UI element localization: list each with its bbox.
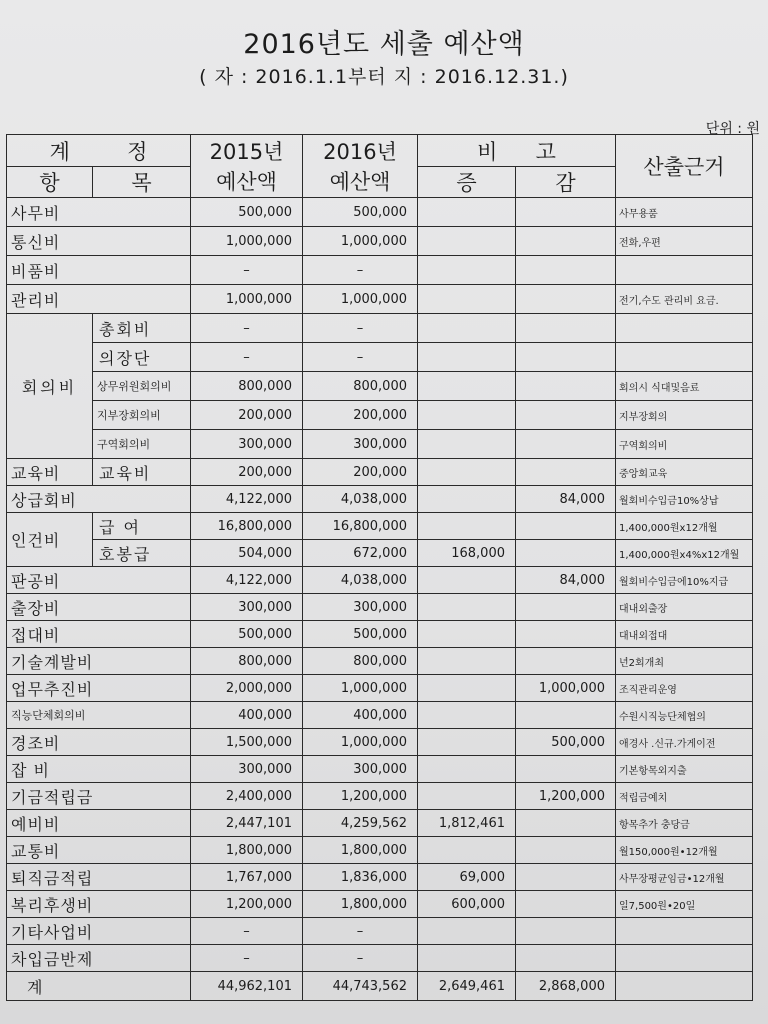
row-increase: [418, 401, 516, 430]
header-basis: 산출근거: [616, 135, 753, 198]
row-item: 상급회비: [7, 486, 191, 513]
row-increase: [418, 702, 516, 729]
table-row: [7, 621, 753, 648]
total-label: 계: [7, 972, 191, 1001]
row-budget-2015: –: [191, 918, 303, 945]
table-row: [7, 198, 753, 227]
total-basis: [616, 972, 753, 1001]
row-budget-2015: 4,122,000: [191, 486, 303, 513]
row-budget-2015: 1,000,000: [191, 227, 303, 256]
row-item: 직능단체회의비: [7, 702, 191, 729]
row-decrease: [516, 430, 616, 459]
table-row: [7, 918, 753, 945]
row-budget-2016: 500,000: [303, 198, 418, 227]
row-budget-2016: 400,000: [303, 702, 418, 729]
row-increase: [418, 513, 516, 540]
table-row: [7, 513, 753, 540]
row-budget-2016: 4,038,000: [303, 486, 418, 513]
row-decrease: [516, 372, 616, 401]
row-budget-2016: 1,800,000: [303, 837, 418, 864]
header-budget-2016: 2016년 예산액: [303, 135, 418, 198]
row-decrease: [516, 459, 616, 486]
row-item: 출장비: [7, 594, 191, 621]
row-item: 교육비: [7, 459, 93, 486]
row-budget-2015: 300,000: [191, 594, 303, 621]
row-subitem: 호봉급: [93, 540, 191, 567]
total-increase: 2,649,461: [418, 972, 516, 1001]
row-item: 퇴직금적립: [7, 864, 191, 891]
row-increase: [418, 430, 516, 459]
header-decrease: 감: [516, 167, 616, 198]
row-budget-2015: –: [191, 256, 303, 285]
row-increase: [418, 198, 516, 227]
row-increase: [418, 918, 516, 945]
row-item: 접대비: [7, 621, 191, 648]
row-item: 통신비: [7, 227, 191, 256]
row-item: 기금적립금: [7, 783, 191, 810]
header-item: 항: [7, 167, 93, 198]
row-basis: [616, 343, 753, 372]
row-decrease: [516, 285, 616, 314]
row-budget-2016: 800,000: [303, 372, 418, 401]
table-row: [7, 401, 753, 430]
row-budget-2016: 200,000: [303, 459, 418, 486]
row-increase: [418, 486, 516, 513]
row-budget-2016: –: [303, 314, 418, 343]
row-budget-2015: 200,000: [191, 401, 303, 430]
row-decrease: [516, 343, 616, 372]
table-row: [7, 372, 753, 401]
table-row: [7, 837, 753, 864]
row-budget-2015: 2,000,000: [191, 675, 303, 702]
row-budget-2015: 500,000: [191, 621, 303, 648]
total-row: [7, 972, 753, 1001]
row-increase: [418, 256, 516, 285]
row-budget-2016: 200,000: [303, 401, 418, 430]
table-row: [7, 783, 753, 810]
table-row: [7, 702, 753, 729]
table-row: [7, 648, 753, 675]
table-row: [7, 430, 753, 459]
row-basis: 월150,000원•12개월: [616, 837, 753, 864]
row-decrease: [516, 198, 616, 227]
row-increase: [418, 621, 516, 648]
row-budget-2015: 400,000: [191, 702, 303, 729]
row-basis: 년2회개최: [616, 648, 753, 675]
header-remarks: 비 고: [418, 135, 616, 167]
table-row: [7, 594, 753, 621]
budget-table: [6, 134, 753, 1001]
row-budget-2016: 1,800,000: [303, 891, 418, 918]
row-increase: [418, 314, 516, 343]
row-subitem: 구역회의비: [93, 430, 191, 459]
row-basis: 구역회의비: [616, 430, 753, 459]
row-basis: 대내외출장: [616, 594, 753, 621]
table-row: [7, 227, 753, 256]
row-item: 관리비: [7, 285, 191, 314]
row-subitem: 교육비: [93, 459, 191, 486]
table-row: [7, 459, 753, 486]
row-budget-2016: –: [303, 343, 418, 372]
row-basis: 대내외접대: [616, 621, 753, 648]
row-budget-2015: 800,000: [191, 372, 303, 401]
row-basis: 일7,500원•20일: [616, 891, 753, 918]
row-budget-2015: 500,000: [191, 198, 303, 227]
row-budget-2015: 2,400,000: [191, 783, 303, 810]
row-budget-2015: 800,000: [191, 648, 303, 675]
row-item: 비품비: [7, 256, 191, 285]
row-decrease: 1,200,000: [516, 783, 616, 810]
row-budget-2015: 1,800,000: [191, 837, 303, 864]
row-increase: 1,812,461: [418, 810, 516, 837]
row-decrease: [516, 702, 616, 729]
table-row: [7, 343, 753, 372]
row-decrease: [516, 227, 616, 256]
row-decrease: [516, 756, 616, 783]
row-decrease: [516, 401, 616, 430]
header-budget-2015: 2015년 예산액: [191, 135, 303, 198]
row-budget-2015: –: [191, 945, 303, 972]
row-budget-2016: –: [303, 256, 418, 285]
row-basis: [616, 945, 753, 972]
row-budget-2016: 16,800,000: [303, 513, 418, 540]
row-decrease: [516, 810, 616, 837]
total-budget-2015: 44,962,101: [191, 972, 303, 1001]
row-budget-2016: 500,000: [303, 621, 418, 648]
row-increase: [418, 285, 516, 314]
row-budget-2016: 1,000,000: [303, 675, 418, 702]
table-row: [7, 540, 753, 567]
row-basis: [616, 256, 753, 285]
row-budget-2015: 1,000,000: [191, 285, 303, 314]
table-row: [7, 567, 753, 594]
row-subitem: 상무위원회의비: [93, 372, 191, 401]
row-decrease: [516, 891, 616, 918]
row-budget-2016: –: [303, 945, 418, 972]
row-budget-2016: 800,000: [303, 648, 418, 675]
table-row: [7, 314, 753, 343]
row-decrease: [516, 594, 616, 621]
row-budget-2016: 4,038,000: [303, 567, 418, 594]
row-decrease: [516, 513, 616, 540]
row-basis: 수원시직능단체협의: [616, 702, 753, 729]
row-basis: 애경사 .신규.가게이전: [616, 729, 753, 756]
row-budget-2016: 1,000,000: [303, 227, 418, 256]
row-budget-2016: 300,000: [303, 430, 418, 459]
row-increase: [418, 675, 516, 702]
row-budget-2015: –: [191, 314, 303, 343]
row-decrease: [516, 918, 616, 945]
row-increase: [418, 343, 516, 372]
row-basis: 월회비수입금10%상납: [616, 486, 753, 513]
header-increase: 증: [418, 167, 516, 198]
row-item: 교통비: [7, 837, 191, 864]
row-item: 잡 비: [7, 756, 191, 783]
row-budget-2015: –: [191, 343, 303, 372]
row-increase: 69,000: [418, 864, 516, 891]
row-decrease: 500,000: [516, 729, 616, 756]
row-decrease: [516, 837, 616, 864]
row-increase: [418, 837, 516, 864]
row-budget-2015: 300,000: [191, 756, 303, 783]
row-basis: 1,400,000원x12개월: [616, 513, 753, 540]
row-item: 복리후생비: [7, 891, 191, 918]
row-basis: [616, 314, 753, 343]
row-increase: [418, 783, 516, 810]
row-budget-2015: 2,447,101: [191, 810, 303, 837]
row-decrease: [516, 621, 616, 648]
row-item: 경조비: [7, 729, 191, 756]
row-item: 기타사업비: [7, 918, 191, 945]
row-basis: 1,400,000원x4%x12개월: [616, 540, 753, 567]
group-meeting: 회의비: [7, 314, 93, 459]
row-basis: 항목추가 충당금: [616, 810, 753, 837]
header-account-top: 계 정: [7, 135, 191, 167]
row-item: 예비비: [7, 810, 191, 837]
row-basis: 회의시 식대및음료: [616, 372, 753, 401]
row-basis: 조직관리운영: [616, 675, 753, 702]
table-row: [7, 256, 753, 285]
row-increase: 600,000: [418, 891, 516, 918]
row-decrease: 84,000: [516, 486, 616, 513]
row-basis: 지부장회의: [616, 401, 753, 430]
row-decrease: [516, 256, 616, 285]
table-row: [7, 729, 753, 756]
row-budget-2016: 672,000: [303, 540, 418, 567]
row-item: 기술계발비: [7, 648, 191, 675]
table-row: [7, 810, 753, 837]
row-basis: 적립금예치: [616, 783, 753, 810]
row-item: 차입금반제: [7, 945, 191, 972]
row-budget-2016: 1,000,000: [303, 285, 418, 314]
table-row: [7, 675, 753, 702]
row-basis: 사무용품: [616, 198, 753, 227]
row-budget-2015: 16,800,000: [191, 513, 303, 540]
row-budget-2016: –: [303, 918, 418, 945]
group-personnel: 인건비: [7, 513, 93, 567]
row-increase: 168,000: [418, 540, 516, 567]
row-subitem: 총회비: [93, 314, 191, 343]
table-row: [7, 945, 753, 972]
row-decrease: 84,000: [516, 567, 616, 594]
row-decrease: [516, 314, 616, 343]
row-basis: 전기,수도 관리비 요금.: [616, 285, 753, 314]
row-basis: 중앙회교육: [616, 459, 753, 486]
row-subitem: 급 여: [93, 513, 191, 540]
row-budget-2015: 504,000: [191, 540, 303, 567]
unit-note: 단위 : 원: [705, 121, 760, 137]
page-title: 2016년도 세출 예산액: [243, 29, 525, 60]
row-decrease: [516, 540, 616, 567]
row-basis: 전화,우편: [616, 227, 753, 256]
table-row: [7, 285, 753, 314]
row-budget-2016: 4,259,562: [303, 810, 418, 837]
row-item: 사무비: [7, 198, 191, 227]
table-row: [7, 864, 753, 891]
row-budget-2016: 1,836,000: [303, 864, 418, 891]
row-basis: [616, 918, 753, 945]
row-budget-2015: 200,000: [191, 459, 303, 486]
row-increase: [418, 459, 516, 486]
table-row: [7, 891, 753, 918]
row-increase: [418, 227, 516, 256]
table-row: [7, 756, 753, 783]
row-decrease: [516, 945, 616, 972]
row-decrease: 1,000,000: [516, 675, 616, 702]
row-budget-2015: 1,767,000: [191, 864, 303, 891]
total-budget-2016: 44,743,562: [303, 972, 418, 1001]
row-budget-2015: 1,500,000: [191, 729, 303, 756]
row-increase: [418, 756, 516, 783]
row-budget-2015: 300,000: [191, 430, 303, 459]
row-item: 판공비: [7, 567, 191, 594]
row-subitem: 의장단: [93, 343, 191, 372]
row-increase: [418, 567, 516, 594]
row-budget-2016: 300,000: [303, 756, 418, 783]
row-budget-2016: 1,200,000: [303, 783, 418, 810]
header-subitem: 목: [93, 167, 191, 198]
row-budget-2015: 4,122,000: [191, 567, 303, 594]
table-row: [7, 486, 753, 513]
row-budget-2016: 1,000,000: [303, 729, 418, 756]
row-budget-2016: 300,000: [303, 594, 418, 621]
row-subitem: 지부장회의비: [93, 401, 191, 430]
total-decrease: 2,868,000: [516, 972, 616, 1001]
row-increase: [418, 648, 516, 675]
row-increase: [418, 372, 516, 401]
row-basis: 사무장평균임금•12개월: [616, 864, 753, 891]
budget-period: ( 자 : 2016.1.1부터 지 : 2016.12.31.): [199, 66, 569, 88]
row-budget-2015: 1,200,000: [191, 891, 303, 918]
row-increase: [418, 594, 516, 621]
row-increase: [418, 729, 516, 756]
row-decrease: [516, 648, 616, 675]
row-increase: [418, 945, 516, 972]
row-decrease: [516, 864, 616, 891]
row-item: 업무추진비: [7, 675, 191, 702]
row-basis: 기본항목외지출: [616, 756, 753, 783]
row-basis: 월회비수입금에10%지급: [616, 567, 753, 594]
